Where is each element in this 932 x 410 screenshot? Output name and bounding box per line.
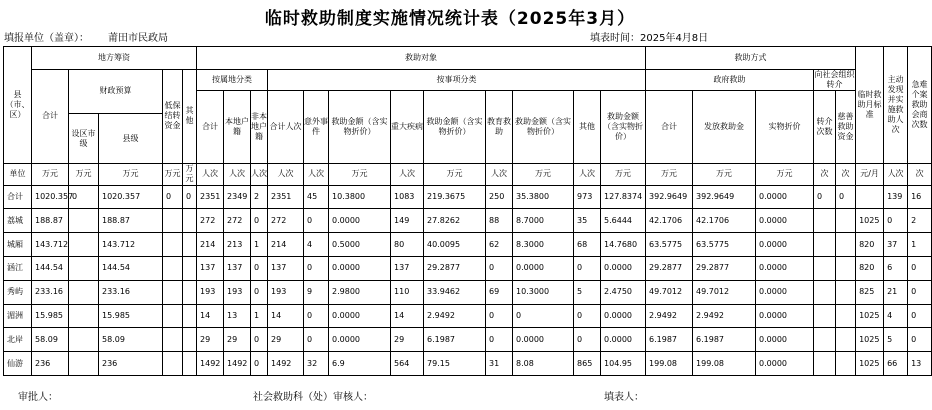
table-cell: 1 [251,233,268,257]
table-cell: 0 [574,257,601,281]
table-cell: 0 [163,185,183,209]
table-cell: 40.0095 [424,233,486,257]
table-cell [814,328,836,352]
table-cell: 4 [304,233,329,257]
table-cell [183,257,197,281]
table-cell: 1025 [856,209,884,233]
table-cell: 139 [884,185,908,209]
table-cell: 62 [486,233,513,257]
table-cell: 2 [908,209,932,233]
header-funding-other: 其他 [183,69,197,163]
unit-cell: 次 [814,163,836,185]
table-cell: 29.2877 [646,257,693,281]
table-cell: 0.0000 [756,233,814,257]
header-transfer-count: 转介次数 [814,91,836,163]
unit-cell: 元/月 [856,163,884,185]
table-cell: 820 [856,233,884,257]
table-cell: 32 [304,352,329,376]
header-method: 救助方式 [646,47,856,70]
table-cell: 6.1987 [646,328,693,352]
row-county-name: 仙游 [4,352,32,376]
table-cell: 973 [574,185,601,209]
table-cell [69,352,99,376]
table-cell: 0.0000 [601,328,646,352]
table-cell: 1492 [268,352,304,376]
table-cell: 214 [268,233,304,257]
unit-cell: 万元 [329,163,391,185]
table-cell: 0 [304,304,329,328]
table-cell: 79.15 [424,352,486,376]
table-cell: 8.08 [513,352,574,376]
table-cell [836,328,856,352]
table-cell: 0.0000 [601,257,646,281]
table-cell: 10.3000 [513,280,574,304]
table-cell: 58.09 [32,328,69,352]
table-cell: 188.87 [99,209,163,233]
table-cell: 0 [836,185,856,209]
table-cell: 45 [304,185,329,209]
table-cell [69,233,99,257]
table-cell: 0 [908,257,932,281]
table-cell: 0 [908,328,932,352]
table-cell [814,209,836,233]
table-cell: 0 [884,209,908,233]
table-cell [69,257,99,281]
table-cell [69,328,99,352]
table-cell: 0 [304,209,329,233]
table-cell: 0 [513,304,574,328]
row-county-name: 秀屿 [4,280,32,304]
table-cell: 2.9492 [646,304,693,328]
table-cell: 0 [251,257,268,281]
header-accident-amount: 救助金额（含实物折价） [329,91,391,163]
header-cash-issued: 发放救助金 [693,91,756,163]
table-row [4,304,932,328]
table-cell: 10.3800 [329,185,391,209]
table-cell: 233.16 [99,280,163,304]
table-cell: 0.0000 [756,185,814,209]
table-cell: 193 [197,280,224,304]
unit-cell: 万元 [163,163,183,185]
table-cell: 0 [486,328,513,352]
table-cell: 188.87 [32,209,69,233]
table-row [4,185,932,209]
table-cell [183,304,197,328]
table-cell: 27.8262 [424,209,486,233]
table-cell: 63.5775 [646,233,693,257]
header-nonlocal-hh: 非本地户籍 [251,91,268,163]
table-cell [69,280,99,304]
table-cell: 31 [486,352,513,376]
units-row [4,163,932,185]
table-cell: 0.0000 [329,304,391,328]
header-household-total: 合计 [197,91,224,163]
table-cell: 2349 [224,185,251,209]
unit-cell: 万元 [601,163,646,185]
table-row [4,233,932,257]
table-cell: 0.0000 [756,209,814,233]
table-cell: 0.0000 [329,209,391,233]
table-cell: 104.95 [601,352,646,376]
table-cell: 0 [574,328,601,352]
unit-label: 填报单位（盖章）： [4,33,89,44]
header-other-matter: 其他 [574,91,601,163]
table-cell: 9 [304,280,329,304]
row-county-name: 北岸 [4,328,32,352]
unit-cell: 万元 [183,163,197,185]
header-edu-aid: 教育救助 [486,91,513,163]
unit-cell: 人次 [197,163,224,185]
table-cell: 137 [268,257,304,281]
data-rows [4,185,932,375]
page-title: 临时救助制度实施情况统计表（2025年3月） [264,9,636,29]
header-monthly-standard: 临时救助月标准 [856,47,884,164]
table-cell [163,352,183,376]
table-cell: 58.09 [99,328,163,352]
date-value: 2025年4月8日 [640,33,709,44]
table-cell: 144.54 [32,257,69,281]
table-cell [836,257,856,281]
table-cell: 193 [268,280,304,304]
table-cell: 233.16 [32,280,69,304]
table-cell: 0.0000 [756,328,814,352]
table-cell: 199.08 [693,352,756,376]
table-cell [163,233,183,257]
fill-date [590,29,708,44]
table-cell [836,233,856,257]
table-cell: 0 [574,304,601,328]
table-cell: 8.7000 [513,209,574,233]
table-cell [814,304,836,328]
table-cell: 127.8374 [601,185,646,209]
table-cell: 0.0000 [513,328,574,352]
table-cell: 236 [99,352,163,376]
row-county-name: 合计 [4,185,32,209]
table-cell: 0 [251,352,268,376]
table-cell: 33.9462 [424,280,486,304]
table-cell: 29.2877 [424,257,486,281]
table-row [4,257,932,281]
table-cell: 14.7680 [601,233,646,257]
table-cell: 1025 [856,304,884,328]
unit-cell: 次 [908,163,932,185]
table-cell: 49.7012 [646,280,693,304]
table-cell [814,257,836,281]
unit-cell: 人次 [268,163,304,185]
table-cell [69,304,99,328]
table-cell: 29 [391,328,424,352]
header-target: 救助对象 [197,47,646,70]
row-county-name: 城厢 [4,233,32,257]
table-cell: 88 [486,209,513,233]
unit-cell: 次 [836,163,856,185]
table-cell: 21 [884,280,908,304]
table-cell: 825 [856,280,884,304]
table-cell: 6.1987 [424,328,486,352]
table-cell: 0 [908,304,932,328]
table-cell [856,185,884,209]
unit-cell: 万元 [32,163,69,185]
table-cell: 14 [268,304,304,328]
table-cell: 0.0000 [513,257,574,281]
header-accident: 意外事件 [304,91,329,163]
header-gov-total: 合计 [646,91,693,163]
units-label: 单位 [4,163,32,185]
header-by-matter: 按事项分类 [268,69,646,91]
table-cell: 1492 [224,352,251,376]
table-cell: 2.9492 [424,304,486,328]
table-cell: 0.0000 [756,352,814,376]
table-cell: 0.0000 [756,257,814,281]
header-district-city: 设区市级 [69,114,99,164]
table-cell: 2351 [197,185,224,209]
table-cell: 69 [486,280,513,304]
table-cell: 1025 [856,352,884,376]
table-cell: 15.985 [99,304,163,328]
table-cell: 63.5775 [693,233,756,257]
unit-cell: 万元 [424,163,486,185]
header-in-kind: 实物折价 [756,91,814,163]
table-cell: 0 [486,257,513,281]
header-dibao-transfer: 低保结转资金 [163,69,183,163]
header-by-household: 按属地分类 [197,69,268,91]
table-cell: 35.3800 [513,185,574,209]
table-cell: 0 [251,209,268,233]
table-cell: 0.0000 [329,257,391,281]
unit-name: 莆田市民政局 [108,33,168,44]
header-matter-total: 合计人次 [268,91,304,163]
table-cell: 15.985 [32,304,69,328]
table-row [4,352,932,376]
table-cell: 137 [197,257,224,281]
table-cell: 29.2877 [693,257,756,281]
header-charity-fund: 慈善救助资金 [836,91,856,163]
table-cell: 1020.357 [99,185,163,209]
footer-filler: 填表人： [604,392,644,403]
unit-cell: 万元 [99,163,163,185]
table-cell: 2.9800 [329,280,391,304]
table-cell: 820 [856,257,884,281]
table-cell: 272 [268,209,304,233]
table-cell: 865 [574,352,601,376]
table-cell [836,209,856,233]
table-cell: 199.08 [646,352,693,376]
table-cell [163,304,183,328]
table-cell [183,233,197,257]
table-cell: 1020.357 [32,185,69,209]
table-row [4,280,932,304]
unit-cell: 人次 [224,163,251,185]
unit-cell: 万元 [513,163,574,185]
table-cell: 193 [224,280,251,304]
table-cell: 0.0000 [756,304,814,328]
table-cell: 1492 [197,352,224,376]
footer-approver: 审批人： [18,392,58,403]
table-cell: 2.4750 [601,280,646,304]
table-cell: 5.6444 [601,209,646,233]
table-cell: 214 [197,233,224,257]
table-cell [163,257,183,281]
table-cell: 14 [391,304,424,328]
table-cell: 4 [884,304,908,328]
table-cell: 16 [908,185,932,209]
table-cell: 0 [183,185,197,209]
table-cell [836,280,856,304]
table-cell: 35 [574,209,601,233]
table-cell: 80 [391,233,424,257]
header-emergency: 急难个案救助会商次数 [908,47,932,164]
table-cell: 0 [304,328,329,352]
table-cell [836,304,856,328]
date-label: 填表时间： [590,33,640,44]
table-cell: 236 [32,352,69,376]
table-cell: 29 [268,328,304,352]
table-cell: 213 [224,233,251,257]
table-cell: 143.712 [99,233,163,257]
header-funding-total: 合计 [32,69,69,163]
table-cell: 272 [197,209,224,233]
table-cell: 0.0000 [329,328,391,352]
table-cell: 1025 [856,328,884,352]
table-cell [163,328,183,352]
header-fiscal-budget: 财政预算 [69,69,163,113]
table-cell [183,280,197,304]
table-cell [163,209,183,233]
statistics-table [3,46,932,376]
header-edu-amount: 救助金额（含实物折价） [513,91,574,163]
table-cell [183,352,197,376]
table-cell: 8.3000 [513,233,574,257]
table-cell: 144.54 [99,257,163,281]
row-county-name: 涵江 [4,257,32,281]
table-cell: 1083 [391,185,424,209]
table-cell: 29 [197,328,224,352]
unit-cell: 人次 [574,163,601,185]
table-cell: 0 [486,304,513,328]
footer-reviewer: 社会救助科（处）审核人： [253,392,373,403]
table-cell [814,233,836,257]
unit-cell: 人次 [251,163,268,185]
table-cell [814,280,836,304]
table-cell [836,352,856,376]
table-cell: 219.3675 [424,185,486,209]
unit-cell: 人次 [304,163,329,185]
table-cell [163,280,183,304]
unit-cell: 万元 [646,163,693,185]
table-row [4,328,932,352]
table-cell: 0.0000 [756,280,814,304]
table-cell: 137 [224,257,251,281]
header-local-hh: 本地户籍 [224,91,251,163]
table-cell: 272 [224,209,251,233]
table-cell: 0 [69,185,99,209]
table-cell: 42.1706 [693,209,756,233]
table-cell: 6.9 [329,352,391,376]
table-cell: 2351 [268,185,304,209]
header-illness-amount: 救助金额（含实物折价） [424,91,486,163]
table-cell: 2 [251,185,268,209]
table-cell: 29 [224,328,251,352]
header-local-funding: 地方筹资 [32,47,197,70]
table-cell: 0 [908,280,932,304]
table-cell: 392.9649 [646,185,693,209]
header-active-found: 主动发现并实施救助人次 [884,47,908,164]
table-cell: 0.5000 [329,233,391,257]
table-cell: 392.9649 [693,185,756,209]
row-county-name: 荔城 [4,209,32,233]
table-cell: 2.9492 [693,304,756,328]
table-cell: 66 [884,352,908,376]
table-cell: 110 [391,280,424,304]
header-county: 县（市、区） [4,47,32,164]
table-cell: 13 [224,304,251,328]
table-cell: 13 [908,352,932,376]
table-cell: 5 [884,328,908,352]
table-cell: 250 [486,185,513,209]
header-gov-aid: 政府救助 [646,69,814,91]
unit-cell: 万元 [756,163,814,185]
header-other-amount: 救助金额（含实物折价） [601,91,646,163]
table-cell: 68 [574,233,601,257]
table-cell [183,209,197,233]
row-county-name: 湄洲 [4,304,32,328]
table-cell: 42.1706 [646,209,693,233]
table-cell: 6.1987 [693,328,756,352]
table-cell [183,328,197,352]
table-cell: 5 [574,280,601,304]
unit-cell: 人次 [391,163,424,185]
table-cell: 0 [814,185,836,209]
table-cell: 49.7012 [693,280,756,304]
table-cell [814,352,836,376]
table-cell: 0 [251,328,268,352]
table-row [4,209,932,233]
table-cell: 1 [251,304,268,328]
table-cell: 149 [391,209,424,233]
unit-cell: 万元 [69,163,99,185]
table-cell: 564 [391,352,424,376]
table-cell [69,209,99,233]
header-serious-illness: 重大疾病 [391,91,424,163]
table-cell: 0.0000 [601,304,646,328]
table-cell: 143.712 [32,233,69,257]
table-cell: 14 [197,304,224,328]
table-cell: 137 [391,257,424,281]
unit-cell: 万元 [693,163,756,185]
unit-cell: 人次 [486,163,513,185]
table-cell: 6 [884,257,908,281]
header-county-level: 县级 [99,114,163,164]
table-cell: 0 [304,257,329,281]
table-cell: 1 [908,233,932,257]
header-social-transfer: 向社会组织转介 [814,70,855,90]
unit-cell: 人次 [884,163,908,185]
table-cell: 37 [884,233,908,257]
table-cell: 0 [251,280,268,304]
